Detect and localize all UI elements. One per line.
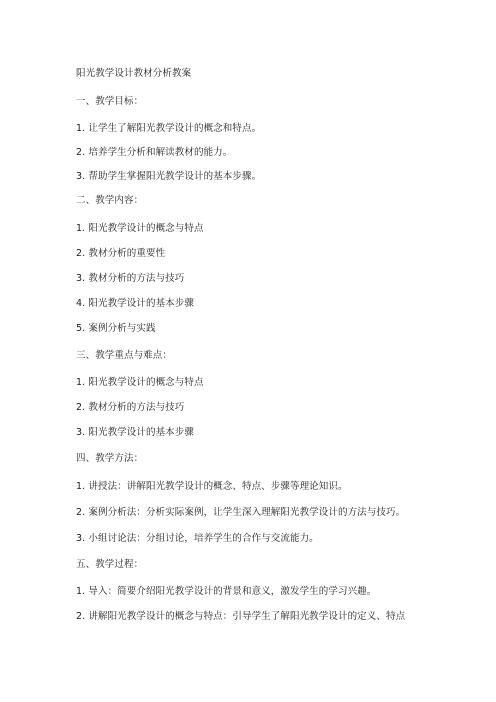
paragraph-line: 3. 小组讨论法：分组讨论，培养学生的合作与交流能力。 — [76, 533, 319, 544]
paragraph-line: 1. 讲授法：讲解阳光教学设计的概念、特点、步骤等理论知识。 — [76, 481, 348, 492]
paragraph-line: 1. 阳光教学设计的概念与特点 — [76, 377, 204, 388]
paragraph-line: 2. 培养学生分析和解读教材的能力。 — [76, 147, 233, 158]
paragraph-line: 2. 讲解阳光教学设计的概念与特点：引导学生了解阳光教学设计的定义、特点 — [76, 611, 406, 622]
paragraph-line: 1. 导入：简要介绍阳光教学设计的背景和意义，激发学生的学习兴趣。 — [76, 586, 377, 597]
section-heading: 一、教学目标： — [76, 96, 144, 107]
paragraph-line: 3. 帮助学生掌握阳光教学设计的基本步骤。 — [76, 171, 262, 182]
paragraph-line: 2. 教材分析的方法与技巧 — [76, 402, 185, 413]
paragraph-line: 1. 阳光教学设计的概念与特点 — [76, 223, 204, 234]
paragraph-line: 2. 教材分析的重要性 — [76, 248, 166, 259]
paragraph-line: 4. 阳光教学设计的基本步骤 — [76, 298, 194, 309]
paragraph-line: 5. 案例分析与实践 — [76, 323, 156, 334]
paragraph-line: 3. 阳光教学设计的基本步骤 — [76, 427, 194, 438]
section-heading: 五、教学过程： — [76, 559, 144, 570]
section-heading: 三、教学重点与难点： — [76, 350, 173, 361]
paragraph-line: 2. 案例分析法：分析实际案例，让学生深入理解阳光教学设计的方法与技巧。 — [76, 507, 406, 518]
section-heading: 二、教学内容： — [76, 195, 144, 206]
section-heading: 四、教学方法： — [76, 453, 144, 464]
paragraph-line: 1. 让学生了解阳光教学设计的概念和特点。 — [76, 123, 262, 134]
paragraph-line: 3. 教材分析的方法与技巧 — [76, 273, 185, 284]
document-title: 阳光教学设计教材分析教案 — [76, 68, 192, 79]
